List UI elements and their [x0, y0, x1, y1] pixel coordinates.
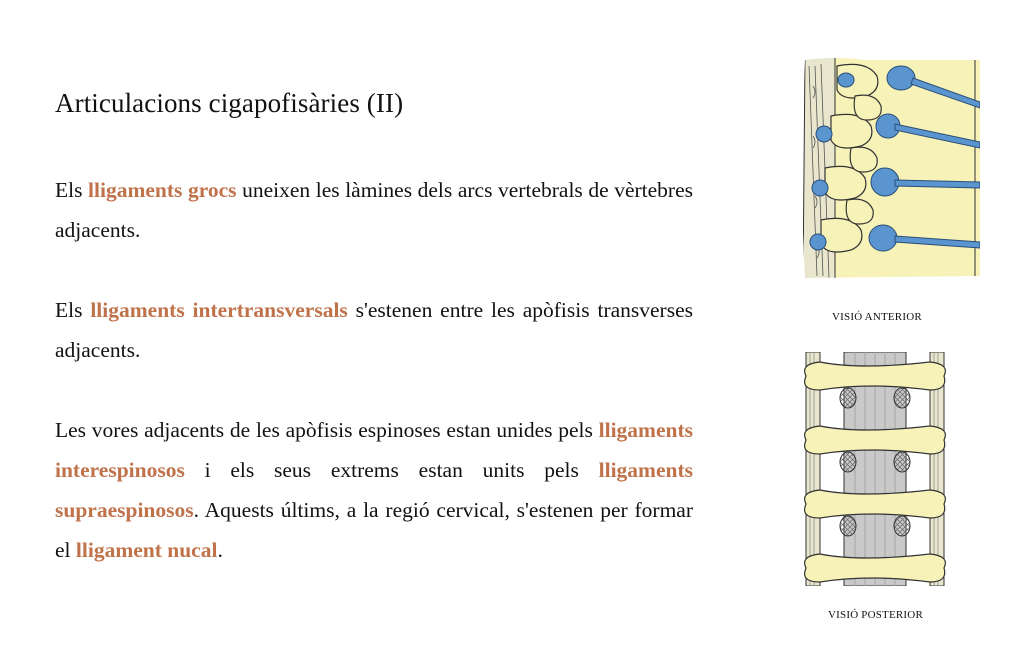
paragraph-ligamenta-flava — [55, 170, 693, 250]
page-title: Articulacions cigapofisàries (II) — [55, 88, 404, 118]
highlight-term: lligaments interespinosos — [55, 418, 693, 482]
highlight-term: lligaments grocs — [88, 178, 237, 202]
caption-posterior: VISIÓ POSTERIOR — [828, 609, 923, 621]
caption-anterior: VISIÓ ANTERIOR — [832, 311, 922, 323]
highlight-term: lligaments intertransversals — [90, 298, 348, 322]
highlight-term: lligaments supraespinosos — [55, 458, 693, 522]
text-segment: Les vores adjacents de les apòfisis espinoses estan unides pels — [55, 418, 599, 442]
paragraph-intertransverse — [55, 290, 693, 370]
highlight-term: lligament nucal — [75, 538, 218, 562]
text-segment: . Aquests últims, a la regió cervical, s'estenen per formar el — [55, 498, 693, 562]
text-segment: s'estenen entre les apòfisis transverses adjacents. — [55, 298, 693, 362]
text-segment: uneixen les làmines dels arcs vertebrals de vèrtebres adjacents. — [55, 178, 693, 242]
spine-posterior-illustration — [800, 352, 950, 586]
paragraph-interspinous — [55, 410, 693, 570]
text-segment: . — [217, 538, 223, 562]
text-segment: Els — [55, 298, 91, 322]
text-segment: Els — [55, 178, 89, 202]
text-segment: i els seus extrems estan units pels — [184, 458, 599, 482]
spine-anterior-illustration — [795, 56, 980, 282]
